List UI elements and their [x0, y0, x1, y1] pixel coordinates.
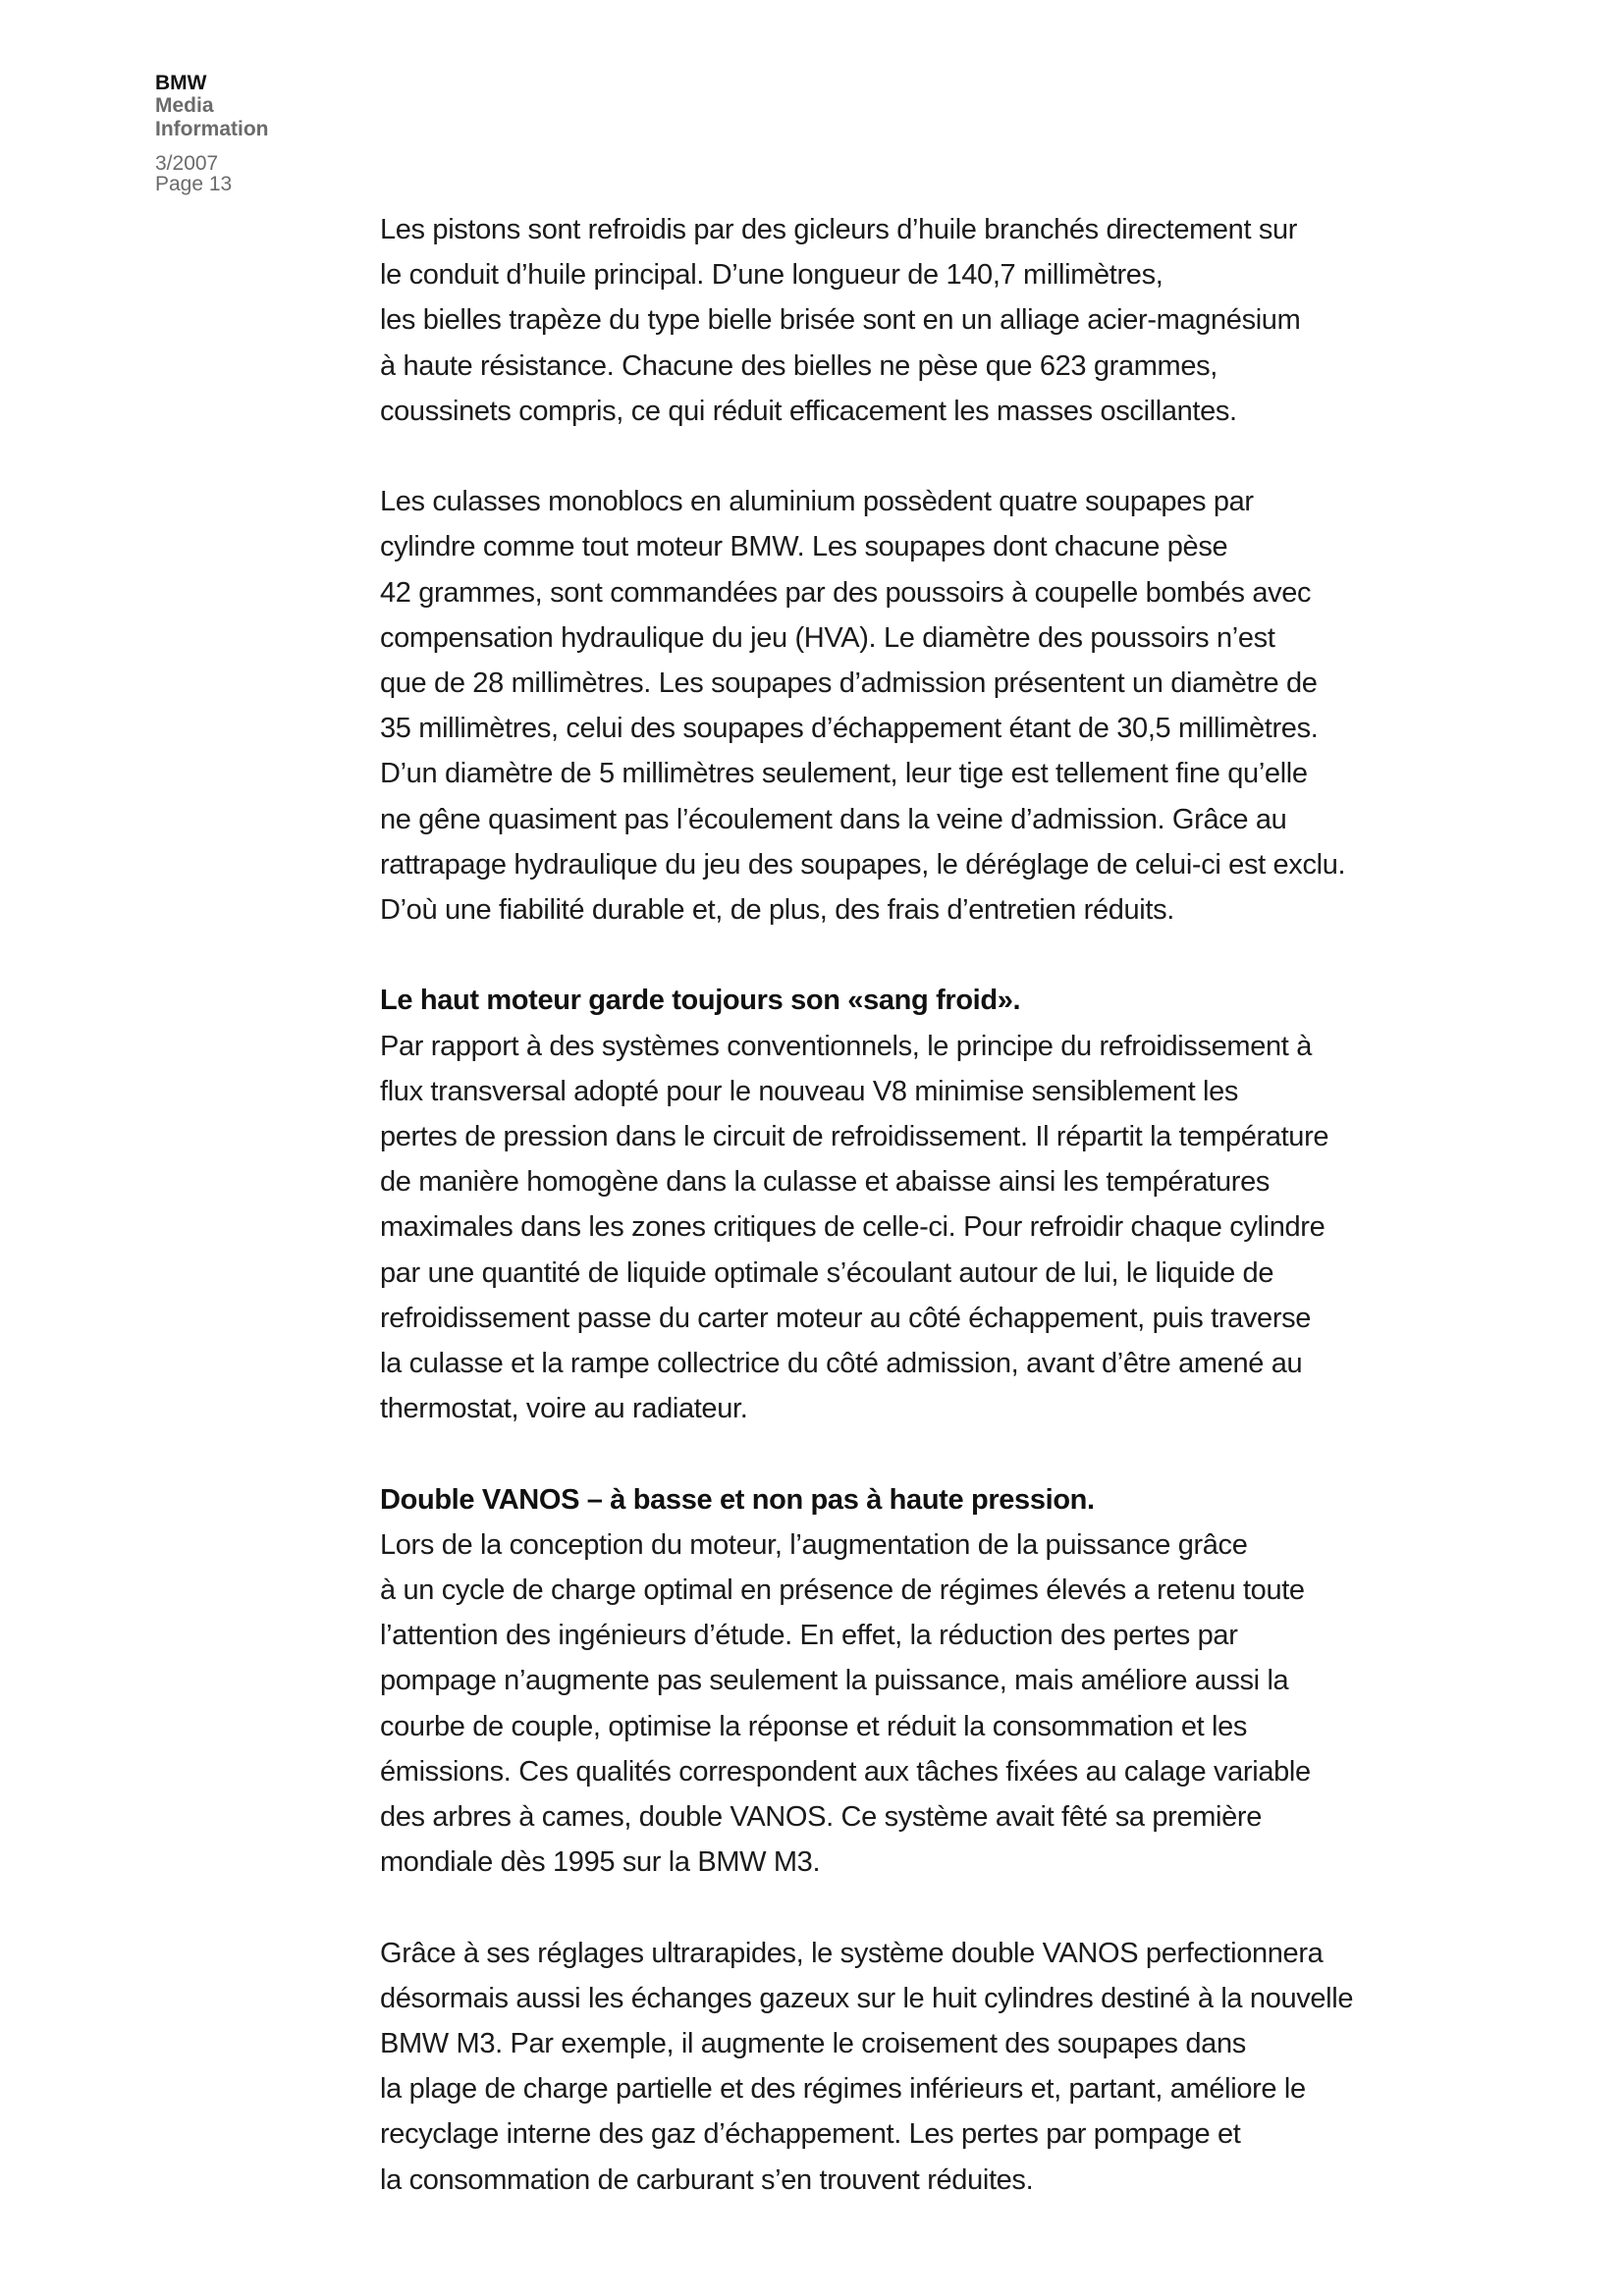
text-line: mondiale dès 1995 sur la BMW M3.: [380, 1846, 821, 1879]
text-line: maximales dans les zones critiques de celle-ci. Pour refroidir chaque cylindre: [380, 1211, 1325, 1244]
masthead: [155, 73, 371, 194]
brand-name: BMW: [155, 72, 207, 94]
text-line: à un cycle de charge optimal en présence de régimes élevés a retenu toute: [380, 1575, 1305, 1607]
text-line: ne gêne quasiment pas l’écoulement dans la veine d’admission. Grâce au: [380, 803, 1287, 835]
text-line: rattrapage hydraulique du jeu des soupapes, le déréglage de celui-ci est exclu.: [380, 848, 1346, 881]
text-line: des arbres à cames, double VANOS. Ce système avait fêté sa première: [380, 1801, 1262, 1834]
paragraph-gap: [380, 1431, 1401, 1476]
text-line: pertes de pression dans le circuit de refroidissement. Il répartit la température: [380, 1121, 1329, 1153]
text-line: à haute résistance. Chacune des bielles ne pèse que 623 grammes,: [380, 349, 1217, 382]
text-line: les bielles trapèze du type bielle brisée sont en un alliage acier-magnésium: [380, 304, 1301, 337]
text-line: Les culasses monoblocs en aluminium possèdent quatre soupapes par: [380, 486, 1254, 518]
text-line: coussinets compris, ce qui réduit efficacement les masses oscillantes.: [380, 395, 1237, 427]
text-line: courbe de couple, optimise la réponse et réduit la consommation et les: [380, 1710, 1248, 1742]
paragraph: [380, 1931, 1401, 2203]
brand-subtitle-information: Information: [155, 118, 269, 140]
text-line: D’où une fiabilité durable et, de plus, des frais d’entretien réduits.: [380, 894, 1174, 927]
text-line: cylindre comme tout moteur BMW. Les soupapes dont chacune pèse: [380, 531, 1228, 563]
text-line: la plage de charge partielle et des régimes inférieurs et, partant, améliore le: [380, 2073, 1306, 2106]
text-line: Par rapport à des systèmes conventionnels, le principe du refroidissement à: [380, 1030, 1312, 1062]
text-line: désormais aussi les échanges gazeux sur le huit cylindres destiné à la nouvelle: [380, 1982, 1354, 2014]
paragraph: [380, 207, 1401, 434]
text-line: par une quantité de liquide optimale s’écoulant autour de lui, le liquide de: [380, 1256, 1274, 1289]
paragraph-gap: [380, 434, 1401, 479]
text-line: refroidissement passe du carter moteur au côté échappement, puis traverse: [380, 1302, 1312, 1334]
text-line: flux transversal adopté pour le nouveau V8 minimise sensiblement les: [380, 1075, 1239, 1107]
document-body: [380, 207, 1401, 2203]
paragraph-gap: [380, 1885, 1401, 1930]
text-line: compensation hydraulique du jeu (HVA). Le diamètre des poussoirs n’est: [380, 621, 1275, 654]
paragraph: [380, 479, 1401, 933]
text-line: recyclage interne des gaz d’échappement. Les pertes par pompage et: [380, 2118, 1241, 2151]
text-line: Lors de la conception du moteur, l’augmentation de la puissance grâce: [380, 1528, 1248, 1561]
text-line: 42 grammes, sont commandées par des poussoirs à coupelle bombés avec: [380, 576, 1312, 609]
text-line: Les pistons sont refroidis par des gicleurs d’huile branchés directement sur: [380, 214, 1298, 245]
text-line: D’un diamètre de 5 millimètres seulement, leur tige est tellement fine qu’elle: [380, 758, 1308, 790]
text-line: pompage n’augmente pas seulement la puissance, mais améliore aussi la: [380, 1665, 1289, 1697]
text-line: la consommation de carburant s’en trouvent réduites.: [380, 2163, 1034, 2196]
text-line: la culasse et la rampe collectrice du côté admission, avant d’être amené au: [380, 1348, 1303, 1380]
text-line: 35 millimètres, celui des soupapes d’échappement étant de 30,5 millimètres.: [380, 713, 1319, 745]
paragraph: [380, 978, 1401, 1431]
text-line: BMW M3. Par exemple, il augmente le croisement des soupapes dans: [380, 2028, 1246, 2060]
issue-date: 3/2007: [155, 152, 219, 175]
text-line: Grâce à ses réglages ultrarapides, le système double VANOS perfectionnera: [380, 1937, 1324, 1969]
paragraph: [380, 1477, 1401, 1886]
text-line: le conduit d’huile principal. D’une longueur de 140,7 millimètres,: [380, 259, 1163, 292]
paragraph-gap: [380, 933, 1401, 978]
text-line: émissions. Ces qualités correspondent aux tâches fixées au calage variable: [380, 1755, 1311, 1788]
text-line: l’attention des ingénieurs d’étude. En effet, la réduction des pertes par: [380, 1620, 1238, 1652]
page-number: Page 13: [155, 173, 233, 195]
text-line: thermostat, voire au radiateur.: [380, 1393, 748, 1425]
section-heading: Double VANOS – à basse et non pas à haute pression.: [380, 1483, 1095, 1516]
brand-subtitle-media: Media: [155, 94, 214, 117]
section-heading: Le haut moteur garde toujours son «sang froid».: [380, 985, 1021, 1017]
text-line: que de 28 millimètres. Les soupapes d’admission présentent un diamètre de: [380, 667, 1318, 700]
text-line: de manière homogène dans la culasse et abaisse ainsi les températures: [380, 1166, 1271, 1199]
